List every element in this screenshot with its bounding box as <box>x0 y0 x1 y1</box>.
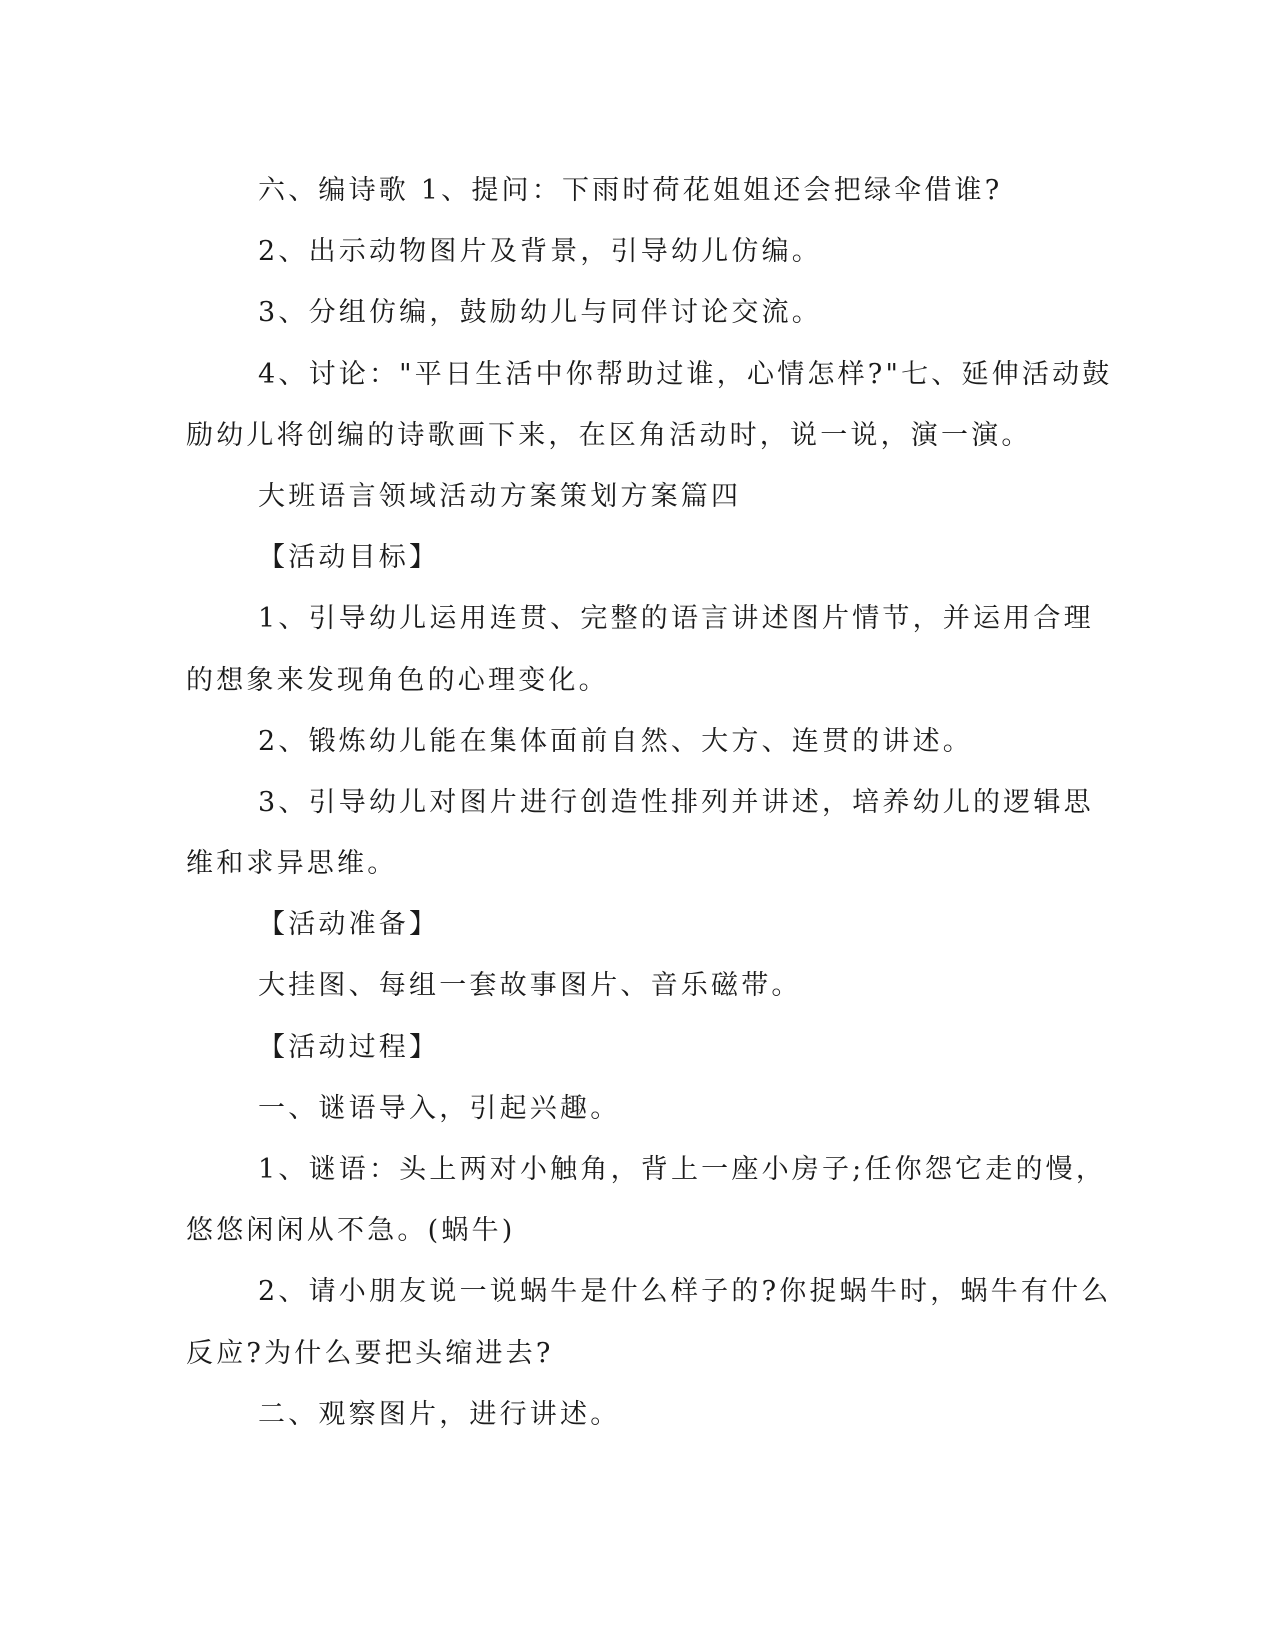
paragraph-line: 3、分组仿编，鼓励幼儿与同伴讨论交流。 <box>258 297 822 329</box>
section-heading: 【活动目标】 <box>258 542 440 574</box>
paragraph-line: 维和求异思维。 <box>186 848 398 880</box>
paragraph-line: 1、谜语：头上两对小触角，背上一座小房子;任你怨它走的慢， <box>258 1154 1107 1185</box>
paragraph-line: 励幼儿将创编的诗歌画下来，在区角活动时，说一说，演一演。 <box>186 419 1032 451</box>
section-title: 大班语言领域活动方案策划方案篇四 <box>258 480 742 512</box>
paragraph-line: 4、讨论："平日生活中你帮助过谁，心情怎样?"七、延伸活动鼓 <box>258 358 1113 390</box>
section-heading: 【活动过程】 <box>258 1031 440 1063</box>
paragraph-line: 二、观察图片，进行讲述。 <box>258 1398 621 1430</box>
paragraph-line: 反应?为什么要把头缩进去? <box>186 1337 554 1369</box>
document-body <box>186 160 1113 1445</box>
paragraph-line: 2、锻炼幼儿能在集体面前自然、大方、连贯的讲述。 <box>258 725 973 757</box>
paragraph-line: 1、引导幼儿运用连贯、完整的语言讲述图片情节，并运用合理 <box>258 603 1094 635</box>
paragraph-line: 六、编诗歌 1、提问：下雨时荷花姐姐还会把绿伞借谁? <box>258 175 1003 206</box>
paragraph-line: 悠悠闲闲从不急。(蜗牛) <box>186 1215 516 1247</box>
paragraph-line: 2、请小朋友说一说蜗牛是什么样子的?你捉蜗牛时，蜗牛有什么 <box>258 1276 1112 1308</box>
paragraph-line: 的想象来发现角色的心理变化。 <box>186 664 609 696</box>
paragraph-line: 一、谜语导入，引起兴趣。 <box>258 1092 621 1124</box>
paragraph-line: 大挂图、每组一套故事图片、音乐磁带。 <box>258 970 802 1002</box>
paragraph-line: 2、出示动物图片及背景，引导幼儿仿编。 <box>258 236 822 268</box>
section-heading: 【活动准备】 <box>258 909 440 941</box>
paragraph-line: 3、引导幼儿对图片进行创造性排列并讲述，培养幼儿的逻辑思 <box>258 786 1094 818</box>
